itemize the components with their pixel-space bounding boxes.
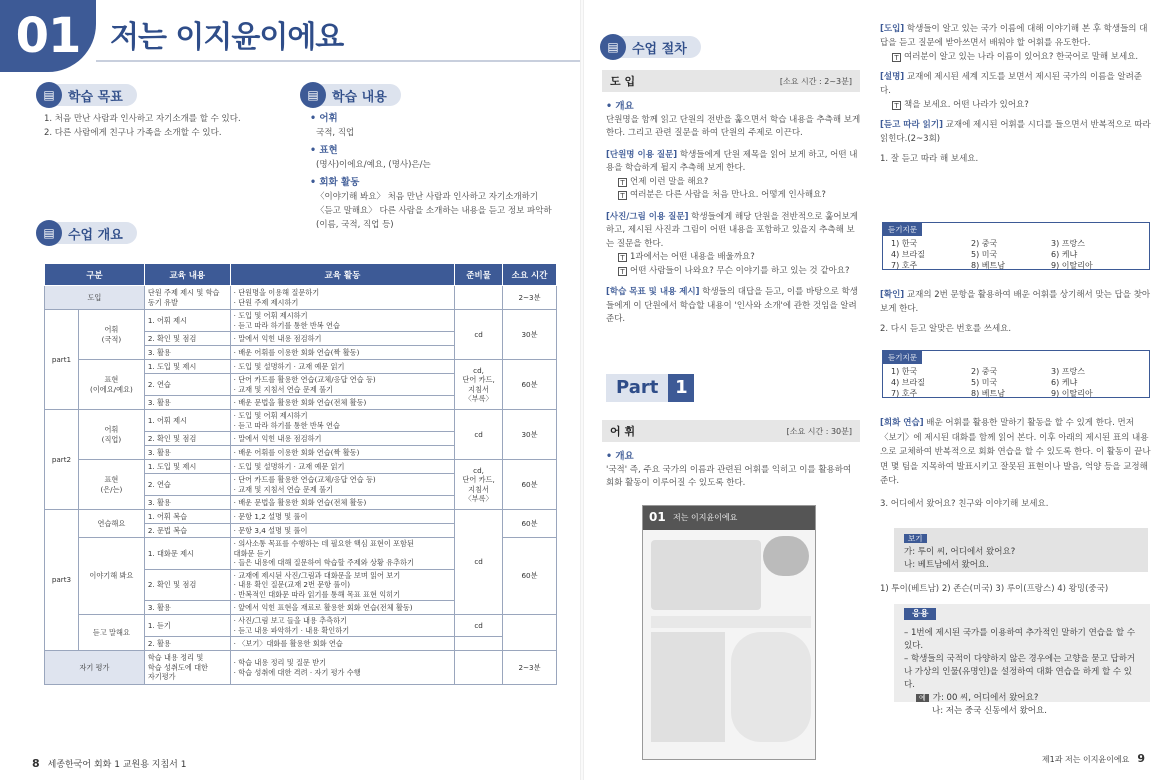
textbook-thumbnail: 01 저는 이지윤이에요 <box>642 505 816 760</box>
teacher-talk-icon: T <box>618 178 627 187</box>
application-box: 응용 – 1번에 제시된 국가를 이용하여 추가적인 말하기 연습을 할 수 있다. – 학생들의 국적이 다양하지 않은 경우에는 고향을 묻고 답하거나 가상의 인물(유명인)을 설정하여 대화 연습을 하게 할 수 있다. 예 가: 00 씨, 어디에서 왔어요? 나: 저는 중국 신동에서 왔어요. <box>894 604 1150 702</box>
teacher-talk-icon: T <box>892 101 901 110</box>
overview-heading: ▤ 수업 개요 <box>36 220 137 246</box>
title-rule <box>96 60 580 62</box>
teacher-talk-icon: T <box>618 253 627 262</box>
flag-grid <box>651 632 725 742</box>
notebook-icon: ▤ <box>300 82 326 108</box>
notebook-icon: ▤ <box>36 82 62 108</box>
table-row: 2. 연습 · 단어 카드를 활용한 연습(교체/응답 연습 등) · 교재 및 지침서 연습 문제 풀기 <box>45 474 557 496</box>
table-row: 2. 확인 및 점검 · 말에서 익힌 내용 점검하기 <box>45 332 557 346</box>
table-row: 3. 활용 · 배운 어휘를 이용한 회화 연습(짝 활동) <box>45 446 557 460</box>
lesson-title: 저는 이지윤이에요 <box>110 20 344 55</box>
table-row: part3 연습해요 1. 어휘 복습 · 문항 1,2 설명 및 풀이 cd 60분 <box>45 510 557 524</box>
listening-script-1: 듣기지문 1) 한국 2) 중국 3) 프랑스 4) 브라질 5) 미국 6) 케냐 7) 호주 8) 베트남 9) 이탈리아 <box>882 222 1150 270</box>
table-row: 2. 문법 복습 · 문항 3,4 설명 및 풀이 <box>45 524 557 538</box>
table-row: 표현 (은/는) 1. 도입 및 제시 · 도입 및 설명하기 · 교재 예문 읽기 cd, 단어 카드, 지침서 〈부록〉 60분 <box>45 460 557 474</box>
procedure-heading: ▤ 수업 절차 <box>600 34 701 60</box>
table-row: 2. 확인 및 점검 · 말에서 익힌 내용 점검하기 <box>45 432 557 446</box>
right-footer: 제1과 저는 이지윤이에요 9 <box>1041 752 1145 765</box>
figure-people <box>651 540 761 610</box>
table-row: 2. 활용 · 〈보기〉대화를 활용한 회화 연습 <box>45 637 557 651</box>
vocab-procedure: [도입] 학생들이 알고 있는 국가 이름에 대해 이야기해 본 후 학생들의 대답을 듣고 질문에 받아쓰면서 배워야 할 어휘를 유도한다. T 여러분이 알고 있는 나라 이름이 있어요? 한국어로 말해 보세요. [설명] 교재에 제시된 세계 지도를 보면서 제시된 국가의 이름을 알려준다. T 책을 보세요. 어떤 나라가 있어요? [듣고 따라 읽기] 교재에 제시된 어휘를 시디를 들으면서 반복적으로 따라 읽힌다.(2~3회) 1. 잘 듣고 따라 해 보세요. <box>880 24 1151 164</box>
table-row: 이야기해 봐요 1. 대화문 제시 · 의사소통 목표를 수행하는 데 필요한 핵심 표현이 포함된 대화문 듣기 · 들은 내용에 대해 질문하여 학습할 주제와 상황 유추하기 60분 <box>45 538 557 570</box>
speech-bubble <box>763 536 809 576</box>
table-row: 표현 (이에요/예요) 1. 도입 및 제시 · 도입 및 설명하기 · 교재 예문 읽기 cd, 단어 카드, 지침서 〈부록〉 60분 <box>45 360 557 374</box>
part-badge: Part 1 <box>606 374 694 402</box>
content-list: • 어휘 국적, 직업 • 표현 (명사)이에요/예요, (명사)은/는 • 회화 활동 〈이야기해 봐요〉 처음 만난 사람과 인사하고 자기소개하기 〈듣고 말해요〉 다른 사람을 소개하는 내용을 듣고 정보 파악하 (이름, 국적, 직업 등) <box>310 113 552 230</box>
left-footer: 8 세종한국어 회화 1 교원용 지침서 1 <box>32 757 187 770</box>
goals-list: 1. 처음 만난 사람과 인사하고 자기소개를 할 수 있다. 2. 다른 사람에게 친구나 가족을 소개할 수 있다. <box>44 114 241 138</box>
intro-section: • 개요 단원명을 함께 읽고 단원의 전반을 훑으면서 학습 내용을 추측해 보게 한다. 그리고 관련 질문을 하여 단원의 주제로 이끈다. [단원명 이용 질문] 학생들에게 단원 제목을 읽어 보게 하고, 어떤 내용을 학습하게 될지 추측해 보게 한다. T 언제 이런 말을 해요? T 여러분은 다른 사람을 처음 만나요. 어떻게 인사해요? [사진/그림 이용 질문] 학생들에게 해당 단원을 전반적으로 훑어보게 하고, 제시된 사진과 그림이 어떤 내용을 포함하고 있을지 추측해 보는 질문을 한다. T 1과에서는 어떤 내용을 배울까요? T 어떤 사람들이 나와요? 무슨 이야기를 하고 있는 것 같아요? [학습 목표 및 내용 제시] 학생들의 대답을 듣고, 이를 바탕으로 학생들에게 이 단원에서 학습할 내용이 '인사와 소개'에 관한 것임을 알려 준다. <box>606 101 861 324</box>
notebook-icon: ▤ <box>36 220 62 246</box>
overview-table <box>44 263 557 685</box>
listening-script-2: 듣기지문 1) 한국 2) 중국 3) 프랑스 4) 브라질 5) 미국 6) 케냐 7) 호주 8) 베트남 9) 이탈리아 <box>882 350 1150 398</box>
table-row: 3. 활용 · 배운 어휘를 이용한 회화 연습(짝 활동) <box>45 346 557 360</box>
table-row: 3. 활용 · 배운 문법을 활용한 회화 연습(전체 활동) <box>45 396 557 410</box>
vocab-overview: • 개요 '국적' 즉, 주요 국가의 이름과 관련된 어휘를 익히고 이를 활용하여 회화 활동이 이루어질 수 있도록 한다. <box>606 451 852 488</box>
goals-heading: ▤ 학습 목표 <box>36 82 137 108</box>
teacher-talk-icon: T <box>618 267 627 276</box>
right-page <box>582 0 1165 780</box>
conversation-section: [회화 연습] 배운 어휘를 활용한 말하기 활동을 할 수 있게 한다. 먼저 〈보기〉에 제시된 대화를 함께 읽어 본다. 이후 아래의 제시된 표의 내용으로 교체하여 반복적으로 회화 연습을 할 수 있도록 한다. 이 활동이 끝나면 몇 팀을 지목하여 발표시키고 잘못된 표현이나 발음, 억양 등을 교정해 준다. 3. 어디에서 왔어요? 친구와 이야기해 보세요. <box>880 418 1151 509</box>
teacher-talk-icon: T <box>618 191 627 200</box>
lesson-number: 01 <box>0 0 96 72</box>
table-row: 2. 확인 및 점검 · 교재에 제시된 사진/그림과 대화문을 보며 읽어 보기 · 내용 확인 질문(교재 2번 문항 풀이) · 반복적인 대화문 따라 읽기를 통해 목표 표현 익히기 <box>45 569 557 601</box>
table-row: part1 어휘 (국적) 1. 어휘 제시 · 도입 및 어휘 제시하기 · 듣고 따라 하기를 통한 반복 연습 cd 30분 <box>45 310 557 332</box>
table-row: 2. 연습 · 단어 카드를 활용한 연습(교체/응답 연습 등) · 교재 및 지침서 연습 문제 풀기 <box>45 374 557 396</box>
intro-band: 도 입 [소요 시간 : 2~3분] <box>602 70 860 92</box>
answer-line: 1) 투이(베트남) 2) 존슨(미국) 3) 루이(프랑스) 4) 왕밍(중국) <box>880 584 1109 594</box>
table-row: 도입 단원 주제 제시 및 학습 동기 유발 · 단원명을 이용해 질문하기 · 단원 주제 제시하기 2~3분 <box>45 286 557 310</box>
content-heading: ▤ 학습 내용 <box>300 82 401 108</box>
dialogue-panel <box>731 632 811 742</box>
example-box: 보기 가: 투이 씨, 어디에서 왔어요? 나: 베트남에서 왔어요. <box>894 528 1148 572</box>
left-page <box>0 0 582 780</box>
vocab-band: 어 휘 [소요 시간 : 30분] <box>602 420 860 442</box>
notebook-icon: ▤ <box>600 34 626 60</box>
table-row: 3. 활용 · 앞에서 익힌 표현을 재료로 활용한 회화 연습(전체 활동) <box>45 601 557 615</box>
table-row: 듣고 말해요 1. 듣기 · 사진/그림 보고 들을 내용 추측하기 · 듣고 내용 파악하기 · 내용 확인하기 cd <box>45 615 557 637</box>
check-section: [확인] 교재의 2번 문항을 활용하여 배운 어휘를 상기해서 맞는 답을 찾아보게 한다. 2. 다시 듣고 알맞은 번호를 쓰세요. <box>880 290 1151 334</box>
table-header-row: 구분 교육 내용 교육 활동 준비물 소요 시간 <box>45 264 557 286</box>
teacher-talk-icon: T <box>892 53 901 62</box>
table-row: 3. 활용 · 배운 문법을 활용한 회화 연습(전체 활동) <box>45 496 557 510</box>
table-row: part2 어휘 (직업) 1. 어휘 제시 · 도입 및 어휘 제시하기 · 듣고 따라 하기를 통한 반복 연습 cd 30분 <box>45 410 557 432</box>
table-row: 자기 평가 학습 내용 정리 및 학습 성취도에 대한 자기평가 · 학습 내용 정리 및 질문 받기 · 학습 성취에 대한 격려 · 자기 평가 수행 2~3분 <box>45 651 557 685</box>
